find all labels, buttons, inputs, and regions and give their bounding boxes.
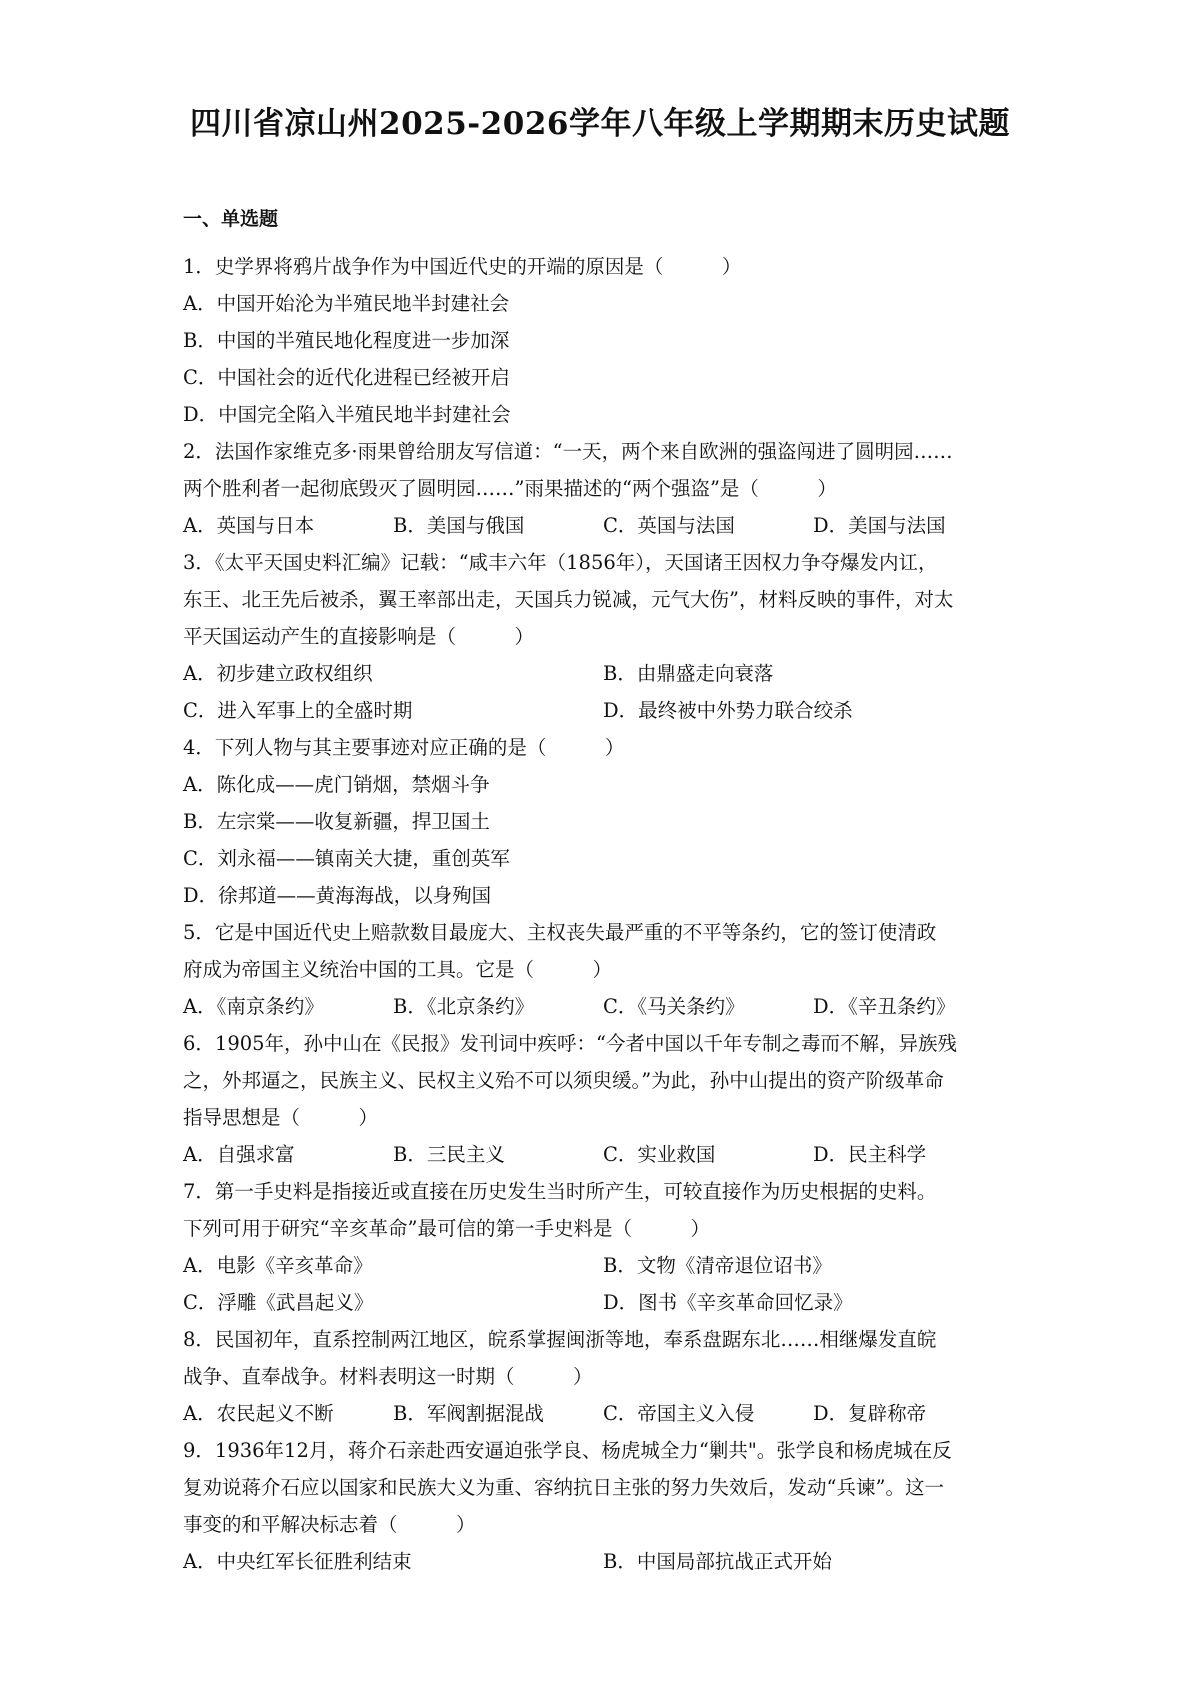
question-stem: 之，外邦逼之，民族主义、民权主义殆不可以须臾缓。”为此，孙中山提出的资产阶级革命	[183, 1069, 944, 1092]
option-row	[183, 1136, 1063, 1173]
option-row	[183, 359, 1063, 396]
option-row	[183, 1247, 1063, 1284]
question-1	[183, 248, 1063, 433]
answer-option: A．电影《辛亥革命》	[183, 1254, 373, 1277]
answer-option: B．中国的半殖民地化程度进一步加深	[183, 329, 510, 352]
question-7	[183, 1173, 1063, 1321]
question-stem: 复劝说蒋介石应以国家和民族大义为重、容纳抗日主张的努力失效后，发动“兵谏”。这一	[183, 1476, 944, 1499]
question-stem: 东王、北王先后被杀，翼王率部出走，天国兵力锐减，元气大伤”，材料反映的事件，对太	[183, 588, 954, 611]
question-stem: 两个胜利者一起彻底毁灭了圆明园……”雨果描述的“两个强盗”是（ ）	[183, 477, 837, 500]
option-row	[183, 285, 1063, 322]
section-heading: 一、单选题	[183, 208, 279, 230]
question-stem: 7．第一手史料是指接近或直接在历史发生当时所产生，可较直接作为历史根据的史料。	[183, 1180, 937, 1203]
option-row	[183, 655, 1063, 692]
answer-option: D．《辛丑条约》	[813, 995, 956, 1018]
option-row	[183, 1395, 1063, 1432]
option-row	[183, 396, 1063, 433]
answer-option: A．中国开始沦为半殖民地半封建社会	[183, 292, 510, 315]
answer-option: B．《北京条约》	[393, 995, 535, 1018]
answer-option: D．图书《辛亥革命回忆录》	[603, 1291, 853, 1314]
answer-option: B．美国与俄国	[393, 514, 525, 537]
question-stem: 6．1905年，孙中山在《民报》发刊词中疾呼：“今者中国以千年专制之毒而不解，异族残	[183, 1032, 958, 1055]
answer-option: A．英国与日本	[183, 514, 315, 537]
answer-option: C．实业救国	[603, 1143, 716, 1166]
answer-option: D．最终被中外势力联合绞杀	[603, 699, 853, 722]
option-row	[183, 1284, 1063, 1321]
question-5	[183, 914, 1063, 1025]
question-stem: 下列可用于研究“辛亥革命”最可信的第一手史料是（ ）	[183, 1217, 710, 1240]
answer-option: A．陈化成——虎门销烟，禁烟斗争	[183, 773, 490, 796]
question-8	[183, 1321, 1063, 1432]
question-stem: 8．民国初年，直系控制两江地区，皖系掌握闽浙等地，奉系盘踞东北……相继爆发直皖	[183, 1328, 937, 1351]
answer-option: A．中央红军长征胜利结束	[183, 1550, 412, 1573]
question-list	[183, 248, 1063, 1580]
question-stem: 事变的和平解决标志着（ ）	[183, 1513, 476, 1536]
option-row	[183, 507, 1063, 544]
option-row	[183, 692, 1063, 729]
option-row	[183, 1543, 1063, 1580]
answer-option: C．英国与法国	[603, 514, 735, 537]
answer-option: B．左宗棠——收复新疆，捍卫国土	[183, 810, 490, 833]
option-row	[183, 322, 1063, 359]
answer-option: C．帝国主义入侵	[603, 1402, 755, 1425]
answer-option: A．自强求富	[183, 1143, 295, 1166]
answer-option: C．《马关条约》	[603, 995, 745, 1018]
option-row	[183, 877, 1063, 914]
option-row	[183, 766, 1063, 803]
question-6	[183, 1025, 1063, 1173]
answer-option: B．文物《清帝退位诏书》	[603, 1254, 832, 1277]
question-stem: 2．法国作家维克多·雨果曾给朋友写信道：“一天，两个来自欧洲的强盗闯进了圆明园……	[183, 440, 953, 463]
question-stem: 1．史学界将鸦片战争作为中国近代史的开端的原因是（ ）	[183, 255, 742, 278]
question-4	[183, 729, 1063, 914]
answer-option: D．复辟称帝	[813, 1402, 927, 1425]
answer-option: B．三民主义	[393, 1143, 505, 1166]
answer-option: C．中国社会的近代化进程已经被开启	[183, 366, 510, 389]
answer-option: B．军阀割据混战	[393, 1402, 544, 1425]
question-9	[183, 1432, 1063, 1580]
answer-option: A．初步建立政权组织	[183, 662, 373, 685]
page-title: 四川省凉山州2025-2026学年八年级上学期期末历史试题	[190, 106, 1010, 142]
answer-option: D．民主科学	[813, 1143, 927, 1166]
option-row	[183, 988, 1063, 1025]
answer-option: A．农民起义不断	[183, 1402, 334, 1425]
answer-option: D．美国与法国	[813, 514, 946, 537]
option-row	[183, 803, 1063, 840]
answer-option: C．浮雕《武昌起义》	[183, 1291, 374, 1314]
answer-option: C．刘永福——镇南关大捷，重创英军	[183, 847, 510, 870]
answer-option: B．由鼎盛走向衰落	[603, 662, 774, 685]
answer-option: A．《南京条约》	[183, 995, 324, 1018]
question-stem: 指导思想是（ ）	[183, 1106, 379, 1129]
answer-option: D．徐邦道——黄海海战，以身殉国	[183, 884, 492, 907]
question-stem: 平天国运动产生的直接影响是（ ）	[183, 625, 535, 648]
question-stem: 9．1936年12月，蒋介石亲赴西安逼迫张学良、杨虎城全力“剿共"。张学良和杨虎城在反	[183, 1439, 952, 1462]
question-stem: 5．它是中国近代史上赔款数目最庞大、主权丧失最严重的不平等条约，它的签订使清政	[183, 921, 937, 944]
option-row	[183, 840, 1063, 877]
question-stem: 4．下列人物与其主要事迹对应正确的是（ ）	[183, 736, 625, 759]
answer-option: D．中国完全陷入半殖民地半封建社会	[183, 403, 511, 426]
answer-option: C．进入军事上的全盛时期	[183, 699, 413, 722]
question-stem: 3．《太平天国史料汇编》记载：“咸丰六年（1856年），天国诸王因权力争夺爆发内讧，	[183, 551, 938, 574]
question-2	[183, 433, 1063, 544]
question-3	[183, 544, 1063, 729]
question-stem: 战争、直奉战争。材料表明这一时期（ ）	[183, 1365, 593, 1388]
answer-option: B．中国局部抗战正式开始	[603, 1550, 832, 1573]
question-stem: 府成为帝国主义统治中国的工具。它是（ ）	[183, 958, 613, 981]
